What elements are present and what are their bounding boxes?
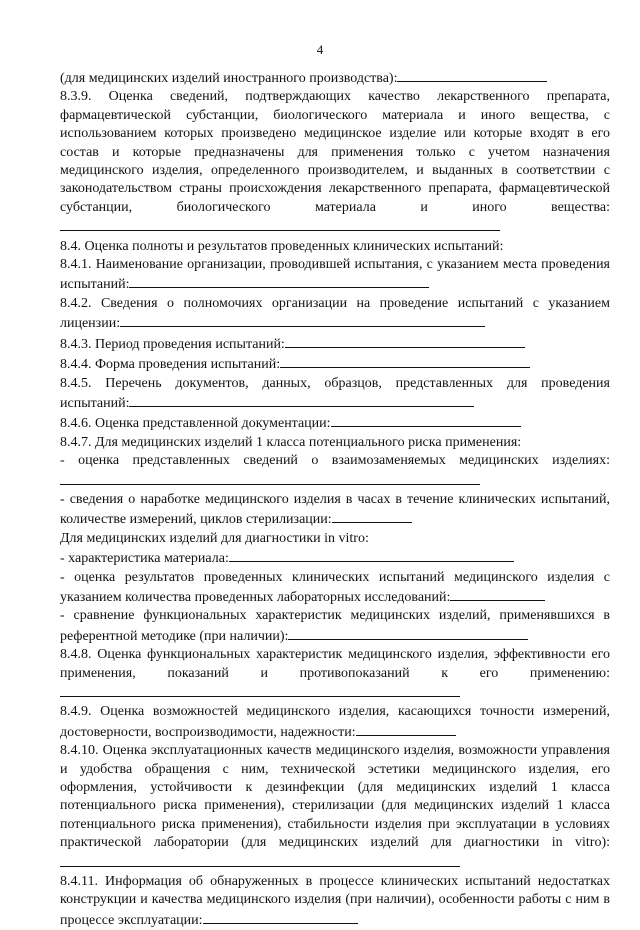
paragraph-operating-hours: - сведения о наработке медицинского изделия в часах в течение клинических испытаний, количестве измерений, циклов стерилизации: <box>60 491 610 528</box>
paragraph-8-4-4: 8.4.4. Форма проведения испытаний: <box>60 354 610 374</box>
blank-line <box>129 274 429 288</box>
paragraph-8-4-1: 8.4.1. Наименование организации, проводившей испытания, с указанием места проведения испытаний: <box>60 257 610 293</box>
blank-line <box>285 334 525 348</box>
paragraph-8-4-7: 8.4.7. Для медицинских изделий 1 класса потенциального риска применения: <box>60 434 522 450</box>
paragraph-8-4-3: 8.4.3. Период проведения испытаний: <box>60 334 610 354</box>
paragraph-8-4-8: 8.4.8. Оценка функциональных характеристик медицинского изделия, эффективности его применения, показаний и противопоказаний к его применению: <box>60 646 610 703</box>
blank-line <box>60 683 460 697</box>
blank-line <box>60 853 460 867</box>
blank-line <box>332 509 412 523</box>
blank-line <box>280 354 530 368</box>
blank-line <box>450 587 545 601</box>
paragraph-8-4-9: 8.4.9. Оценка возможностей медицинского изделия, касающихся точности измерений, достоверности, воспроизводимости, надежности: <box>60 704 610 740</box>
blank-line <box>288 626 528 640</box>
blank-line <box>129 393 474 407</box>
document-body <box>60 68 610 930</box>
paragraph-8-4-5: 8.4.5. Перечень документов, данных, образцов, представленных для проведения испытаний: <box>60 375 610 411</box>
blank-line <box>60 471 480 485</box>
blank-line <box>60 217 500 231</box>
paragraph-8-4-6: 8.4.6. Оценка представленной документации: <box>60 413 610 433</box>
blank-line <box>229 548 514 562</box>
blank-line <box>203 910 358 924</box>
paragraph-interchangeable-devices: - оценка представленных сведений о взаимозаменяемых медицинских изделиях: <box>60 452 610 491</box>
page-number: 4 <box>316 42 324 57</box>
paragraph-reference-method: - сравнение функциональных характеристик медицинских изделий, применявшихся в референтной методике (при наличии): <box>60 608 610 644</box>
paragraph-lab-results: - оценка результатов проведенных клинических испытаний медицинского изделия с указанием количества проведенных лабораторных исследований: <box>60 569 610 605</box>
paragraph-foreign-manufacture: (для медицинских изделий иностранного производства): <box>60 68 610 88</box>
blank-line <box>397 68 547 82</box>
paragraph-material-characteristic: - характеристика материала: <box>60 548 610 568</box>
paragraph-8-4: 8.4. Оценка полноты и результатов проведенных клинических испытаний: <box>60 238 504 254</box>
blank-line <box>356 722 456 736</box>
paragraph-8-3-9: 8.3.9. Оценка сведений, подтверждающих качество лекарственного препарата, фармацевтической субстанции, биологического материала и иного вещества, с использованием которых произведено медицинское изделие или которые входят в его состав и которые предназначены для применения только с учетом назначения медицинского изделия, определенного производителем, и выданных в соответствии с законодательством страны происхождения лекарственного препарата, фармацевтической субстанции, биологического материала и иного вещества: <box>60 88 610 237</box>
paragraph-8-4-11: 8.4.11. Информация об обнаруженных в процессе клинических испытаний недостатках конструкции и качества медицинского изделия (при наличии), особенности работы с ним в процессе эксплуатации: <box>60 874 610 928</box>
paragraph-in-vitro-heading: Для медицинских изделий для диагностики in vitro: <box>60 530 369 546</box>
blank-line <box>120 313 485 327</box>
blank-line <box>331 413 521 427</box>
paragraph-8-4-2: 8.4.2. Сведения о полномочиях организации на проведение испытаний с указанием лицензии: <box>60 295 610 332</box>
paragraph-8-4-10: 8.4.10. Оценка эксплуатационных качеств медицинского изделия, возможности управления и удобства обращения с ним, технической эстетики медицинского изделия, его оформления, устойчивости к дезинфекции (для медицинских изделий 1 класса потенциального риска применения), стерилизации (для медицинских изделий 1 класса потенциального риска применения), стабильности изделия при эксплуатации в условиях практической лаборатории (для медицинских изделий для диагностики in vitro): <box>60 742 610 873</box>
